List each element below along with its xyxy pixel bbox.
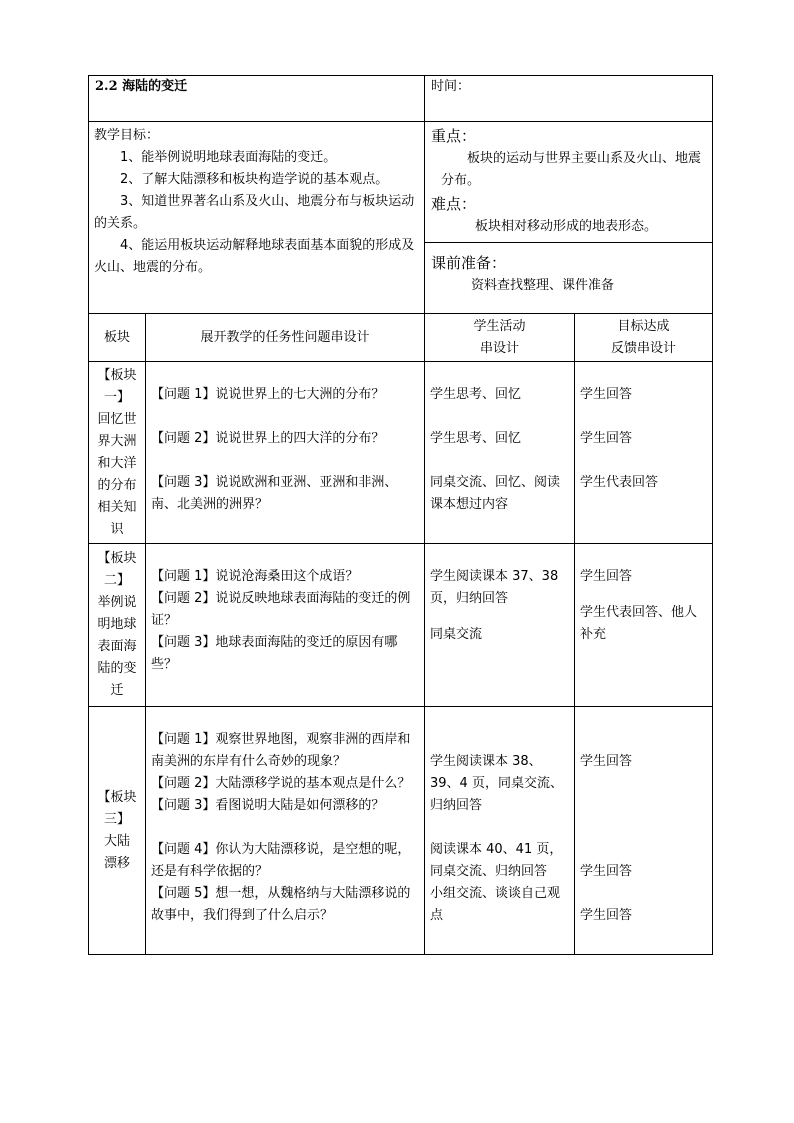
block-name-line: 【板块 [97, 551, 137, 566]
block-2-questions [146, 544, 425, 707]
key-label: 重点： [431, 127, 477, 145]
block-name-line: 举例说 [97, 595, 137, 610]
feedback-item: 学生回答 [580, 431, 633, 446]
goal-item: 1、能举例说明地球表面海陆的变迁。 [120, 150, 337, 165]
block-2-activities [425, 544, 575, 707]
activity-item: 学生思考、回忆 [430, 431, 522, 446]
block-name-line: 【板块 [97, 367, 137, 383]
block-name-line: 界大洲 [97, 433, 137, 449]
col-header-tasks: 展开教学的任务性问题串设计 [146, 314, 425, 362]
question-item: 【问题 5】想一想，从魏格纳与大陆漂移说的故事中，我们得到了什么启示？ [151, 886, 411, 923]
block-3-feedback [575, 707, 713, 955]
question-item: 【问题 1】说说世界上的七大洲的分布？ [151, 387, 385, 402]
lesson-title: 2.2 海陆的变迁 [89, 76, 425, 122]
question-item: 【问题 3】说说欧洲和亚洲、亚洲和非洲、南、北美洲的洲界？ [151, 475, 398, 512]
prep-text: 资料查找整理、课件准备 [471, 278, 615, 293]
question-item: 【问题 3】看图说明大陆是如何漂移的？ [151, 798, 385, 813]
goal-item: 3、知道世界著名山系及火山、地震分布与板块运动的关系。 [94, 194, 415, 231]
block-2-name [89, 544, 146, 707]
col-header-student-line1: 学生活动 [473, 318, 526, 334]
block-name-line: 【板块 [97, 789, 137, 805]
activity-item: 学生阅读课本 38、39、4 页，同桌交流、归纳回答 [430, 754, 563, 813]
activity-item: 同桌交流 [430, 627, 483, 642]
block-1-questions [146, 362, 425, 544]
feedback-item: 学生回答 [580, 864, 633, 879]
block-name-line: 回忆世 [97, 411, 137, 427]
feedback-item: 学生回答 [580, 754, 633, 769]
question-item: 【问题 3】地球表面海陆的变迁的原因有哪些？ [151, 635, 398, 672]
question-item: 【问题 1】观察世界地图，观察非洲的西岸和南美洲的东岸有什么奇妙的现象？ [151, 732, 411, 769]
activity-item: 阅读课本 40、41 页，同桌交流、归纳回答 [430, 842, 563, 879]
col-header-feedback [575, 314, 713, 362]
col-header-block: 板块 [89, 314, 146, 362]
goal-item: 2、了解大陆漂移和板块构造学说的基本观点。 [120, 172, 389, 187]
block-name-line: 的分布 [97, 477, 137, 493]
block-name-line: 相关知 [97, 499, 137, 515]
block-2-feedback [575, 544, 713, 707]
block-name-line: 和大洋 [97, 455, 137, 471]
block-name-line: 三】 [103, 811, 130, 827]
block-name-line: 漂移 [103, 855, 130, 871]
block-name-line: 大陆 [103, 833, 130, 849]
difficult-text: 板块相对移动形成的地表形态。 [475, 219, 658, 234]
question-item: 【问题 4】你认为大陆漂移说，是空想的呢，还是有科学依据的？ [151, 842, 411, 879]
block-name-line: 一】 [103, 389, 130, 405]
block-name-line: 识 [110, 521, 124, 537]
question-item: 【问题 1】说说沧海桑田这个成语？ [151, 569, 359, 584]
key-points [425, 122, 713, 243]
activity-item: 小组交流、谈谈自己观点 [430, 886, 561, 923]
question-item: 【问题 2】说说反映地球表面海陆的变迁的例证？ [151, 591, 411, 628]
pre-class-prep [425, 243, 713, 314]
feedback-item: 学生代表回答、他人补充 [580, 605, 698, 642]
block-1-activities [425, 362, 575, 544]
goals-heading: 教学目标： [94, 128, 160, 143]
activity-item: 学生阅读课本 37、38 页，归纳回答 [430, 569, 559, 606]
col-header-feedback-line2: 反馈串设计 [611, 340, 677, 356]
question-item: 【问题 2】说说世界上的四大洋的分布？ [151, 431, 385, 446]
block-1-name [89, 362, 146, 544]
block-1-feedback [575, 362, 713, 544]
block-name-line: 表面海 [97, 639, 137, 654]
key-text: 板块的运动与世界主要山系及火山、地震分布。 [441, 151, 702, 188]
block-3-name [89, 707, 146, 955]
feedback-item: 学生回答 [580, 908, 633, 923]
col-header-feedback-line1: 目标达成 [617, 318, 670, 334]
prep-label: 课前准备： [431, 254, 507, 272]
activity-item: 同桌交流、回忆、阅读课本想过内容 [430, 475, 561, 512]
teaching-goals [89, 122, 425, 314]
block-3-questions [146, 707, 425, 955]
goal-item: 4、能运用板块运动解释地球表面基本面貌的形成及火山、地震的分布。 [94, 238, 415, 275]
block-name-line: 陆的变 [97, 661, 137, 676]
question-item: 【问题 2】大陆漂移学说的基本观点是什么？ [151, 776, 411, 791]
block-3-activities [425, 707, 575, 955]
block-name-line: 迁 [110, 683, 124, 698]
time-label: 时间： [425, 76, 713, 122]
feedback-item: 学生代表回答 [580, 475, 659, 490]
col-header-student-line2: 串设计 [479, 340, 519, 356]
difficult-label: 难点： [431, 195, 477, 213]
lesson-plan-table [88, 75, 713, 955]
feedback-item: 学生回答 [580, 569, 633, 584]
col-header-student [425, 314, 575, 362]
activity-item: 学生思考、回忆 [430, 387, 522, 402]
block-name-line: 二】 [103, 573, 130, 588]
feedback-item: 学生回答 [580, 387, 633, 402]
block-name-line: 明地球 [97, 617, 137, 632]
